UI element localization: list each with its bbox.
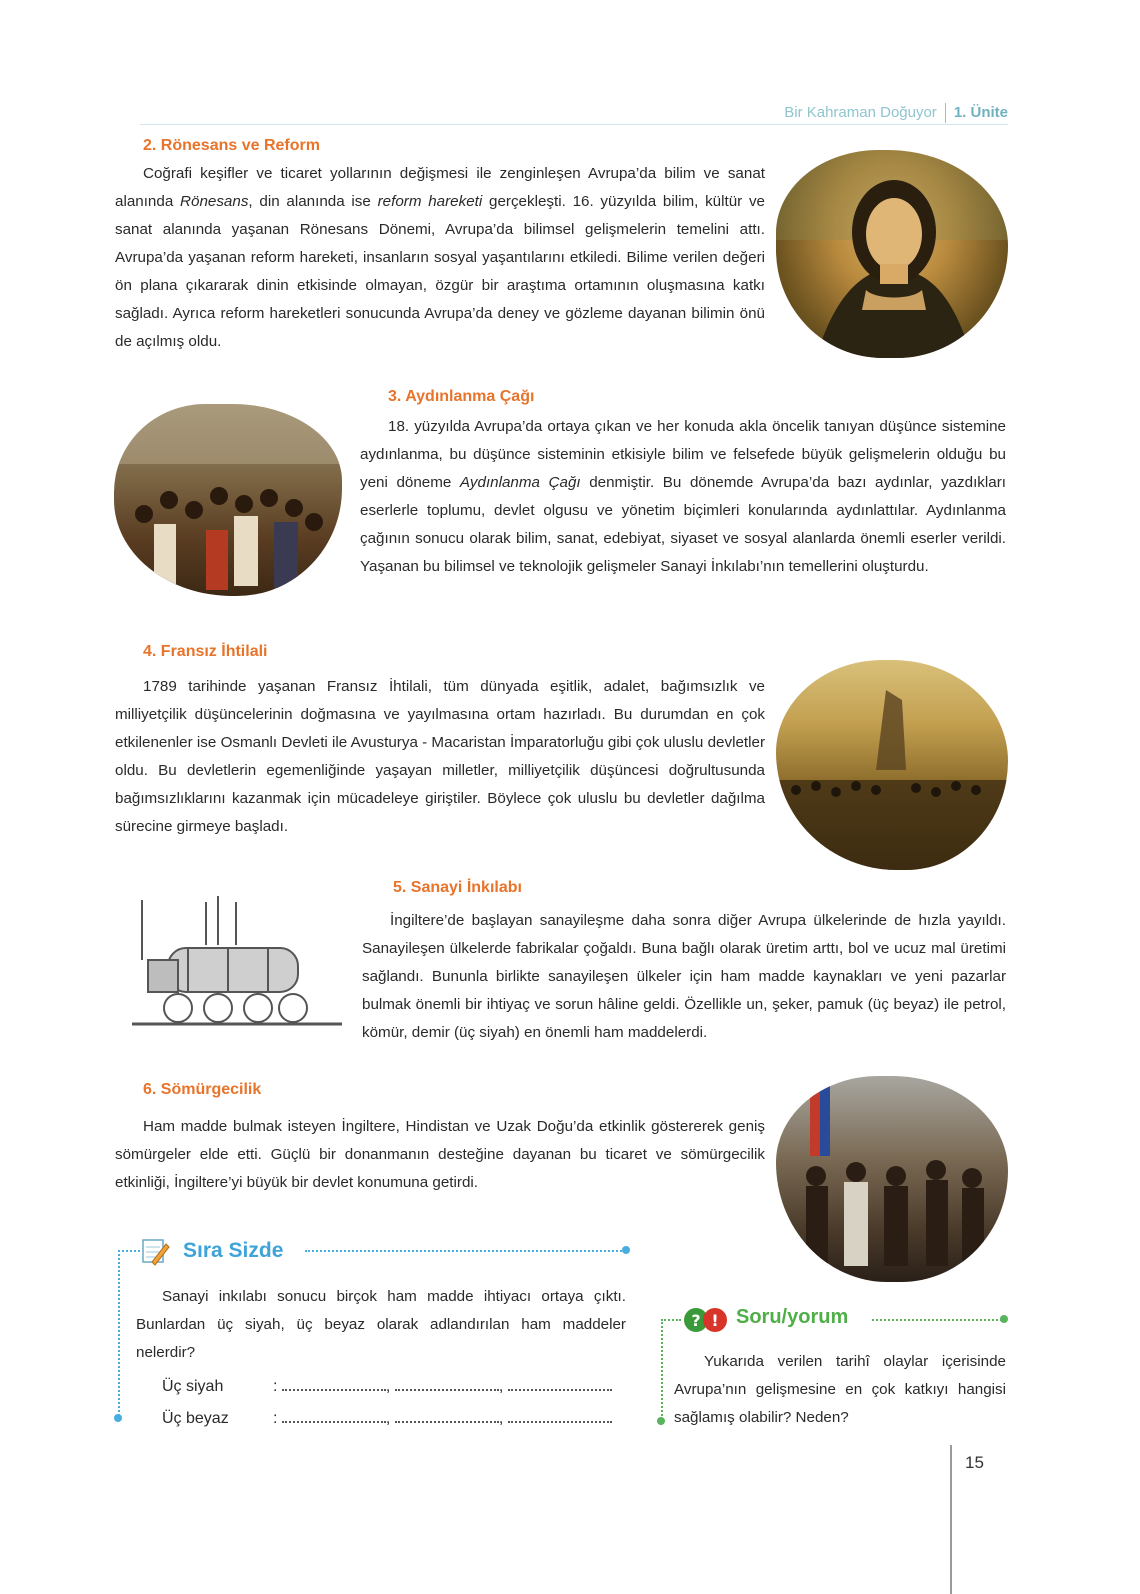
- term-reform: reform hareketi: [377, 193, 483, 210]
- revolution-paragraph: 1789 tarihinde yaşanan Fransız İhtilali, tüm dünyada eşitlik, adalet, bağımsızlık ve milliyetçilik düşüncelerinin doğmasına ve yayılmasına ortam hazırladı. Bu durumdan en çok etkilenenler ise Osmanlı Devleti ile Avusturya - Macaristan İmparatorluğu gibi çok uluslu devletler oldu. Bu devletlerin egemenliğinde yaşayan milletler, milliyetçilik düşüncesi doğrultusunda bağımsızlıklarını kazanmak için mücadeleye giriştiler. Böylece çok uluslu bu devletler dağılma sürecine girmeye başladı.: [115, 678, 765, 835]
- section-title-enlightenment: 3. Aydınlanma Çağı: [388, 388, 535, 405]
- header-separator: [945, 103, 946, 123]
- mona-lisa-drawing: [776, 150, 1008, 358]
- question-border-dot-bottom: [657, 1417, 665, 1425]
- header-rule: [140, 124, 1008, 125]
- colon: :: [273, 1378, 278, 1395]
- answer-blank-black-1[interactable]: [282, 1379, 386, 1391]
- answer-blank-black-2[interactable]: [395, 1379, 499, 1391]
- question-border-dot-top: [1000, 1315, 1008, 1323]
- section-title-colonialism: 6. Sömürgecilik: [143, 1081, 262, 1098]
- question-border-top-left: [661, 1319, 681, 1321]
- answer-blank-white-3[interactable]: [508, 1411, 612, 1423]
- revolution-drawing: [776, 660, 1008, 870]
- notepad-pencil-icon: [140, 1236, 170, 1266]
- answer-blank-white-2[interactable]: [395, 1411, 499, 1423]
- question-exclamation-icon: [683, 1306, 729, 1334]
- locomotive-drawing: [128, 890, 348, 1040]
- page-number: 15: [965, 1453, 984, 1472]
- answer-blank-white-1[interactable]: [282, 1411, 386, 1423]
- activity-border-left: [118, 1250, 120, 1420]
- renaissance-text-3: gerçekleşti. 16. yüzyılda bilim, kültür ve sanat alanında yaşanan Rönesans Dönemi, Avrupa’da bilimsel gelişmelerin temelini attı. Avrupa’da yaşanan reform hareketi, insanların sosyal yaşantılarını etkiledi. Bilime verilen değeri ön plana çıkararak dinin etkisinde olmayan, özgür bir araştıma ortamının oluşmasına katkı sağladı. Ayrıca reform hareketleri sonucunda Avrupa’da deney ve gözleme dayanan bilimin önü de açılmış oldu.: [115, 193, 766, 350]
- colonial-expedition-image: [776, 1076, 1008, 1282]
- term-enlightenment: Aydınlanma Çağı: [459, 474, 581, 491]
- question-border-left: [661, 1319, 663, 1423]
- tennis-court-oath-image: [114, 404, 342, 596]
- enlightenment-text-1: 18. yüzyılda Avrupa’da ortaya çıkan ve her konuda akla öncelik tanıyan düşünce sistemine aydınlanma, bu düşünce sisteminin etkisiyle bilim ve felsefede büyük gelişmelerin olduğu bu yeni döneme: [360, 418, 1006, 491]
- svg-text:?: ?: [691, 1311, 701, 1330]
- activity-question: Sanayi inkılabı sonucu birçok ham madde ihtiyacı ortaya çıktı. Bunlardan üç siyah, üç beyaz olarak adlandırılan ham maddeler nelerdir?: [136, 1288, 626, 1361]
- crowd-drawing: [114, 404, 342, 596]
- industrial-paragraph: İngiltere’de başlayan sanayileşme daha sonra diğer Avrupa ülkelerinde de hızla yayıldı. Sanayileşen ülkelerde fabrikalar çoğaldı. Buna bağlı olarak üretim arttı, bol ve ucuz mal üretimi sağlandı. Bununla birlikte sanayileşen ülkeler için ham madde kaynakları ve yeni pazarlar bulmak önemli bir ihtiyaç ve sorun hâline geldi. Özellikle un, şeker, pamuk (üç beyaz) ile petrol, kömür, demir (üç siyah) en önemli ham maddelerdi.: [362, 912, 1006, 1041]
- page-number-rule: [950, 1445, 952, 1594]
- term-renaissance: Rönesans: [180, 193, 249, 210]
- answer-blank-black-3[interactable]: [508, 1379, 612, 1391]
- steam-locomotive-image: [128, 890, 348, 1040]
- answer-row-white: : , ,: [273, 1410, 612, 1428]
- question-title: Soru/yorum: [736, 1306, 849, 1328]
- renaissance-text-2: , din alanında ise: [248, 193, 378, 210]
- section-title-revolution: 4. Fransız İhtilali: [143, 643, 268, 660]
- answer-label-black: Üç siyah: [162, 1378, 224, 1395]
- activity-border-dot-top: [622, 1246, 630, 1254]
- enlightenment-paragraph: [360, 413, 1006, 581]
- renaissance-paragraph: [115, 160, 765, 356]
- svg-text:!: !: [711, 1311, 719, 1330]
- activity-title: Sıra Sizde: [183, 1239, 284, 1262]
- section-title-industrial: 5. Sanayi İnkılabı: [393, 879, 522, 896]
- enlightenment-text-2: denmiştir. Bu dönemde Avrupa’da bazı aydınlar, yazdıkları eserlerle toplumu, devlet olgusu ve yönetim biçimleri konularında aydınlattılar. Aydınlanma çağının sonucu olarak bilim, sanat, edebiyat, siyaset ve sosyal alanlarda önemli eserler verildi. Yaşanan bu bilimsel ve teknolojik gelişmeler Sanayi İnkılabı’nın temellerini oluşturdu.: [360, 474, 1006, 575]
- answer-label-white: Üç beyaz: [162, 1410, 229, 1427]
- unit-label: 1. Ünite: [953, 103, 1008, 121]
- section-title-renaissance: 2. Rönesans ve Reform: [143, 137, 320, 154]
- book-title: Bir Kahraman Doğuyor: [784, 103, 937, 121]
- running-header: [784, 103, 1008, 123]
- mona-lisa-image: [776, 150, 1008, 358]
- question-border-top-right: [872, 1319, 1002, 1321]
- french-revolution-image: [776, 660, 1008, 870]
- activity-border-dot-bottom: [114, 1414, 122, 1422]
- colonial-drawing: [776, 1076, 1008, 1282]
- renaissance-text-1: Coğrafi keşifler ve ticaret yollarının değişmesi ile zenginleşen Avrupa’da bilim ve sanat alanında: [115, 165, 765, 210]
- answer-row-black: : , ,: [273, 1378, 612, 1396]
- activity-border-top-right: [305, 1250, 625, 1252]
- activity-border-top-left: [118, 1250, 140, 1252]
- colon: :: [273, 1410, 278, 1427]
- question-text: Yukarıda verilen tarihî olaylar içerisinde Avrupa’nın gelişmesine en çok katkıyı hangisi sağlamış olabilir? Neden?: [674, 1353, 1006, 1426]
- colonialism-paragraph: Ham madde bulmak isteyen İngiltere, Hindistan ve Uzak Doğu’da etkinlik göstererek geniş sömürgeler elde etti. Güçlü bir donanmanın desteğine dayanan bu ticaret ve sömürgecilik etkinliği, İngiltere’yi büyük bir devlet konumuna getirdi.: [115, 1118, 765, 1191]
